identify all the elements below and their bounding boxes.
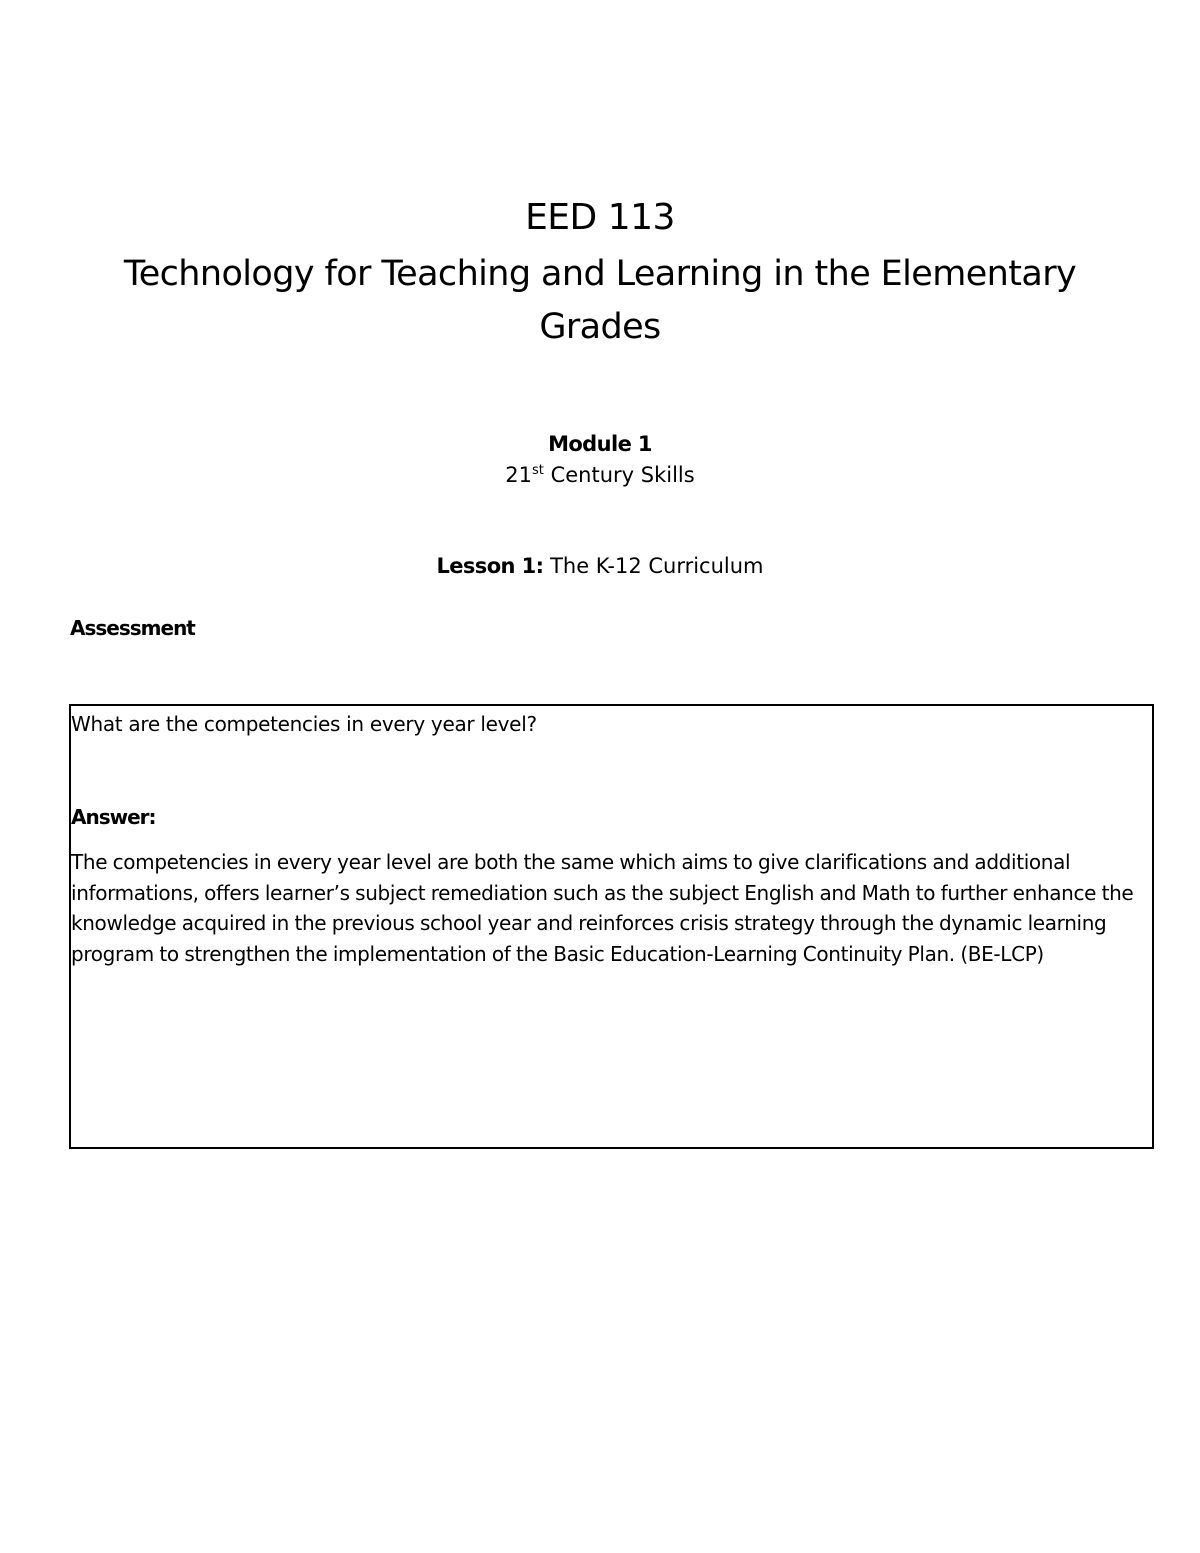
module-subtitle [0, 461, 1200, 489]
answer-label: Answer: [71, 805, 156, 829]
lesson-label: Lesson 1: [436, 554, 544, 578]
module-label: Module 1 [548, 432, 652, 456]
assessment-question: What are the competencies in every year level? [71, 712, 537, 736]
lesson-line [0, 552, 1200, 580]
module-subtitle-number: 21 [505, 463, 533, 487]
answer-text: The competencies in every year level are both the same which aims to give clarifications and additional informations, offers learner’s subject remediation such as the subject English and Math to further enhance the knowledge acquired in the previous school year and reinforces crisis strategy through the dynamic learning program to strengthen the implementation of the Basic Education-Learning Continuity Plan. (BE-LCP) [71, 850, 1134, 966]
assessment-answer-box [69, 704, 1154, 1149]
assessment-heading: Assessment [70, 616, 195, 640]
course-title: Technology for Teaching and Learning in the Elementary Grades [123, 254, 1077, 347]
lesson-title: The K-12 Curriculum [550, 554, 764, 578]
module-subtitle-superscript: st [532, 463, 544, 478]
module-subtitle-text: Century Skills [543, 463, 695, 487]
course-code: EED 113 [525, 197, 675, 238]
